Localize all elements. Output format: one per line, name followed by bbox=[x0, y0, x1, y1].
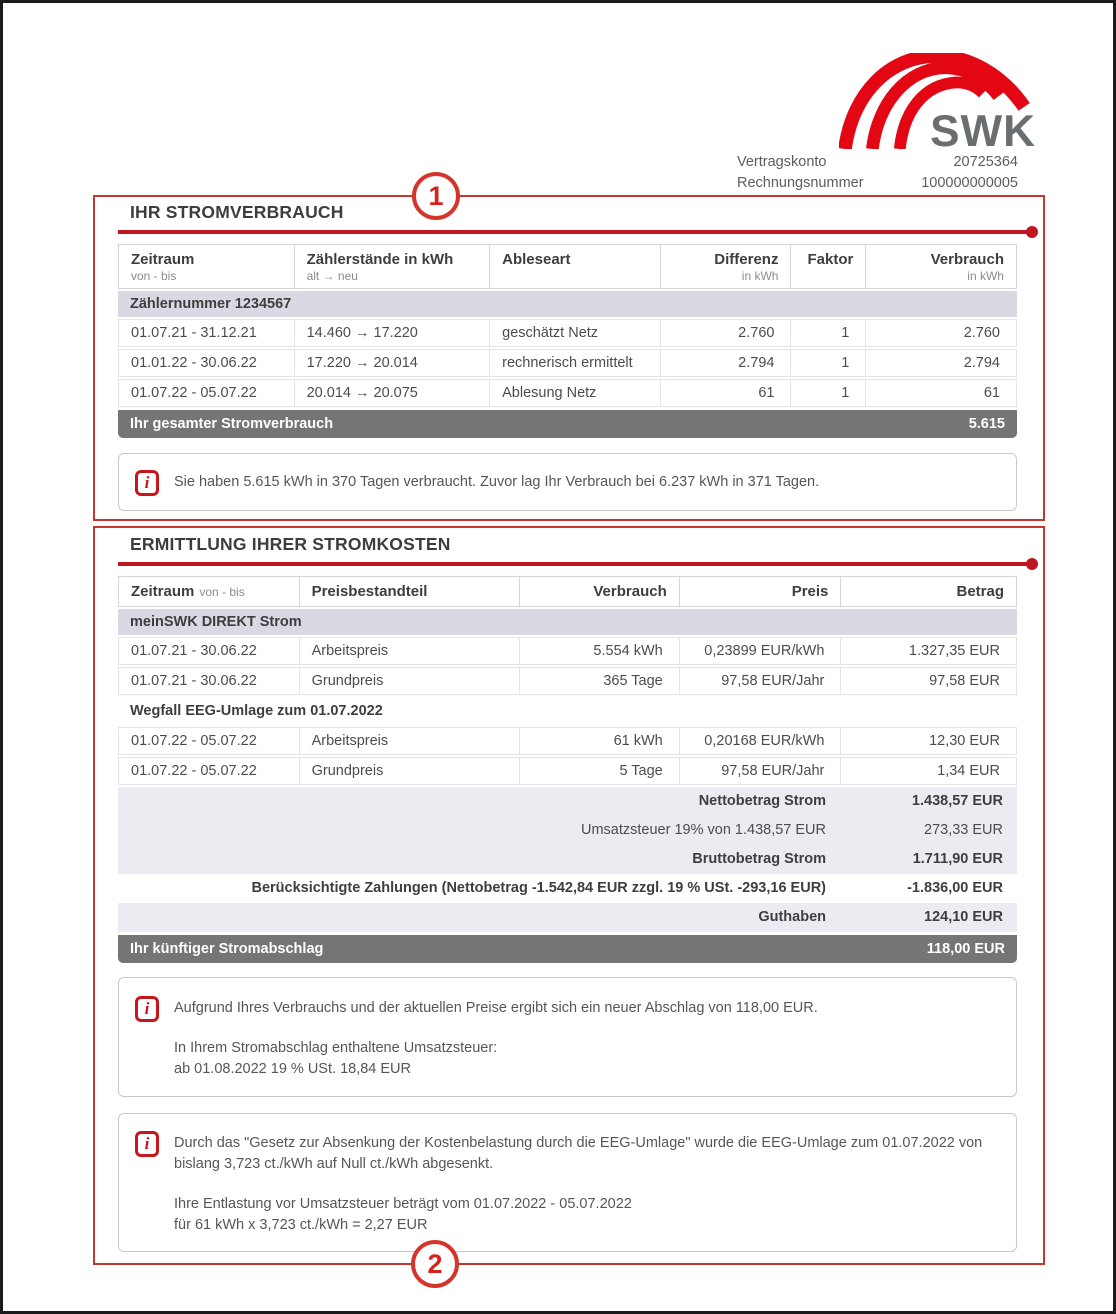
contract-account-value: 20725364 bbox=[953, 154, 1018, 170]
column-header-sublabel: von - bis bbox=[131, 269, 177, 283]
column-header-label: Preis bbox=[791, 583, 829, 600]
table-cell: 1.327,35 EUR bbox=[840, 638, 1016, 664]
info-subline: Ihre Entlastung vor Umsatzsteuer beträgt vom 01.07.2022 - 05.07.2022 bbox=[174, 1196, 632, 1212]
table-cell: 97,58 EUR bbox=[840, 668, 1016, 694]
summary-label: Umsatzsteuer 19% von 1.438,57 EUR bbox=[580, 822, 826, 838]
summary-row bbox=[118, 787, 1017, 816]
column-header-label: Preisbestandteil bbox=[311, 583, 428, 600]
table-cell: 20.014 → 20.075 bbox=[294, 380, 490, 406]
table-cell: 61 bbox=[865, 380, 1016, 406]
table-row bbox=[118, 757, 1017, 785]
column-header-label: Zählerstände in kWh bbox=[306, 251, 454, 268]
cost-summary bbox=[118, 787, 1017, 932]
summary-label: Nettobetrag Strom bbox=[698, 793, 826, 809]
abschlag-info-text bbox=[174, 995, 818, 1080]
table-cell: 97,58 EUR/Jahr bbox=[679, 758, 841, 784]
section-rule bbox=[118, 562, 1033, 566]
table-cell: 2.794 bbox=[660, 350, 791, 376]
abschlag-info-box bbox=[118, 977, 1017, 1097]
table-cell: 17.220 → 20.014 bbox=[294, 350, 490, 376]
table-cell: 0,23899 EUR/kWh bbox=[679, 638, 841, 664]
table-cell: rechnerisch ermittelt bbox=[489, 350, 660, 376]
table-cell: Arbeitspreis bbox=[299, 728, 519, 754]
contract-account-label: Vertragskonto bbox=[737, 154, 827, 170]
table-cell: 2.760 bbox=[865, 320, 1016, 346]
column-header bbox=[294, 245, 490, 288]
table-cell: Ablesung Netz bbox=[489, 380, 660, 406]
cost-total-value: 118,00 EUR bbox=[926, 941, 1005, 957]
summary-label: Guthaben bbox=[758, 909, 826, 925]
table-cell: 01.07.22 - 05.07.22 bbox=[131, 733, 257, 749]
cost-total-row bbox=[118, 935, 1017, 963]
table-cell: 5.554 kWh bbox=[519, 638, 679, 664]
table-cell: Grundpreis bbox=[299, 668, 519, 694]
summary-label: Bruttobetrag Strom bbox=[692, 851, 826, 867]
table-row bbox=[118, 319, 1017, 347]
section-rule bbox=[118, 230, 1033, 234]
section-title: IHR STROMVERBRAUCH bbox=[130, 202, 344, 222]
column-header-label: Verbrauch bbox=[930, 251, 1004, 268]
table-cell: 01.07.21 - 30.06.22 bbox=[131, 673, 257, 689]
info-line: Sie haben 5.615 kWh in 370 Tagen verbraucht. Zuvor lag Ihr Verbrauch bei 6.237 kWh in 371 Tagen. bbox=[174, 474, 820, 490]
consumption-total-value: 5.615 bbox=[968, 416, 1005, 432]
table-cell: 61 kWh bbox=[519, 728, 679, 754]
summary-row bbox=[118, 903, 1017, 932]
cost-total-label: Ihr künftiger Stromabschlag bbox=[130, 941, 324, 957]
table-row bbox=[118, 349, 1017, 377]
info-icon: i bbox=[135, 470, 159, 496]
column-header-label: Ableseart bbox=[502, 251, 571, 268]
consumption-table-body bbox=[118, 291, 1017, 407]
column-header-label: Differenz bbox=[714, 251, 779, 268]
column-header bbox=[519, 577, 679, 606]
summary-row bbox=[118, 816, 1017, 845]
table-cell: 5 Tage bbox=[519, 758, 679, 784]
annotation-number-2: 2 bbox=[411, 1240, 459, 1288]
table-cell: 0,20168 EUR/kWh bbox=[679, 728, 841, 754]
info-line bbox=[174, 1038, 818, 1080]
table-cell: 01.01.22 - 30.06.22 bbox=[131, 355, 257, 371]
info-line: Durch das "Gesetz zur Absenkung der Kostenbelastung durch die EEG-Umlage" wurde die EEG-Umlage zum 01.07.2022 von bislang 3,723 ct./kWh auf Null ct./kWh abgesenkt. bbox=[174, 1135, 983, 1172]
table-cell: 365 Tage bbox=[519, 668, 679, 694]
group-band: Wegfall EEG-Umlage zum 01.07.2022 bbox=[118, 697, 1017, 725]
column-header-sublabel: in kWh bbox=[967, 269, 1004, 283]
summary-row bbox=[118, 874, 1017, 903]
invoice-number-label: Rechnungsnummer bbox=[737, 175, 864, 191]
column-header bbox=[119, 577, 299, 606]
column-header-label: Verbrauch bbox=[593, 583, 667, 600]
contract-account-row bbox=[737, 152, 1018, 173]
info-icon: i bbox=[135, 1131, 159, 1157]
cost-table-body bbox=[118, 609, 1017, 785]
eeg-info-box bbox=[118, 1113, 1017, 1252]
logo-text: SWK bbox=[930, 107, 1035, 149]
section-stromverbrauch bbox=[118, 202, 1017, 511]
invoice-number-row bbox=[737, 173, 1018, 194]
table-cell: 61 bbox=[660, 380, 791, 406]
column-header-label: Zeitraum bbox=[131, 251, 195, 268]
summary-value: 273,33 EUR bbox=[924, 822, 1003, 838]
table-cell: 01.07.22 - 05.07.22 bbox=[131, 763, 257, 779]
column-header bbox=[299, 577, 520, 606]
table-cell: 1 bbox=[790, 350, 865, 376]
info-line: Aufgrund Ihres Verbrauchs und der aktuellen Preise ergibt sich ein neuer Abschlag von 118,00 EUR. bbox=[174, 1000, 818, 1016]
table-cell: geschätzt Netz bbox=[489, 320, 660, 346]
summary-value: -1.836,00 EUR bbox=[907, 880, 1003, 896]
summary-label: Berücksichtigte Zahlungen (Nettobetrag -1.542,84 EUR zzgl. 19 % USt. -293,16 EUR) bbox=[251, 880, 826, 896]
table-cell: Grundpreis bbox=[299, 758, 519, 784]
section-stromkosten bbox=[118, 534, 1017, 1252]
summary-value: 124,10 EUR bbox=[924, 909, 1003, 925]
column-header bbox=[865, 245, 1016, 288]
table-cell: 97,58 EUR/Jahr bbox=[679, 668, 841, 694]
info-subline: In Ihrem Stromabschlag enthaltene Umsatzsteuer: bbox=[174, 1040, 498, 1056]
table-row bbox=[118, 379, 1017, 407]
info-subline: ab 01.08.2022 19 % USt. 18,84 EUR bbox=[174, 1061, 411, 1077]
info-subline: für 61 kWh x 3,723 ct./kWh = 2,27 EUR bbox=[174, 1217, 428, 1233]
table-cell: Arbeitspreis bbox=[299, 638, 519, 664]
table-cell: 2.760 bbox=[660, 320, 791, 346]
consumption-info-box bbox=[118, 453, 1017, 511]
table-row bbox=[118, 667, 1017, 695]
summary-row bbox=[118, 845, 1017, 874]
table-row bbox=[118, 637, 1017, 665]
consumption-table-header bbox=[118, 244, 1017, 289]
summary-value: 1.711,90 EUR bbox=[912, 851, 1003, 867]
consumption-info-text bbox=[174, 469, 819, 496]
info-icon: i bbox=[135, 996, 159, 1022]
column-header bbox=[790, 245, 865, 288]
column-header-label: Zeitraum bbox=[131, 583, 195, 600]
table-cell: 12,30 EUR bbox=[840, 728, 1016, 754]
column-header bbox=[840, 577, 1016, 606]
column-header-label: Faktor bbox=[807, 251, 854, 268]
column-header-sublabel: alt → neu bbox=[306, 269, 358, 283]
table-cell: 1,34 EUR bbox=[840, 758, 1016, 784]
cost-table-header bbox=[118, 576, 1017, 607]
table-cell: 01.07.21 - 31.12.21 bbox=[131, 325, 257, 341]
group-band: meinSWK DIREKT Strom bbox=[118, 609, 1017, 635]
column-header bbox=[119, 245, 294, 288]
table-cell: 01.07.22 - 05.07.22 bbox=[131, 385, 257, 401]
table-cell: 01.07.21 - 30.06.22 bbox=[131, 643, 257, 659]
account-meta bbox=[737, 152, 1018, 194]
info-line bbox=[174, 1194, 1000, 1236]
section-title: ERMITTLUNG IHRER STROMKOSTEN bbox=[130, 534, 451, 554]
swk-arch-icon bbox=[839, 53, 1035, 149]
table-cell: 14.460 → 17.220 bbox=[294, 320, 490, 346]
meter-number-band: Zählernummer 1234567 bbox=[118, 291, 1017, 317]
column-header bbox=[660, 245, 791, 288]
eeg-info-text bbox=[174, 1130, 1000, 1236]
table-cell: 1 bbox=[790, 380, 865, 406]
column-header-label: Betrag bbox=[956, 583, 1004, 600]
summary-value: 1.438,57 EUR bbox=[911, 793, 1003, 809]
table-row bbox=[118, 727, 1017, 755]
swk-logo bbox=[839, 53, 1035, 149]
column-header-sublabel: von - bis bbox=[199, 585, 245, 599]
column-header bbox=[679, 577, 841, 606]
invoice-number-value: 100000000005 bbox=[921, 175, 1018, 191]
column-header-sublabel: in kWh bbox=[741, 269, 779, 283]
annotation-number-1: 1 bbox=[412, 172, 460, 220]
table-cell: 1 bbox=[790, 320, 865, 346]
column-header bbox=[489, 245, 660, 288]
table-cell: 2.794 bbox=[865, 350, 1016, 376]
consumption-total-row bbox=[118, 410, 1017, 438]
consumption-total-label: Ihr gesamter Stromverbrauch bbox=[130, 416, 334, 432]
